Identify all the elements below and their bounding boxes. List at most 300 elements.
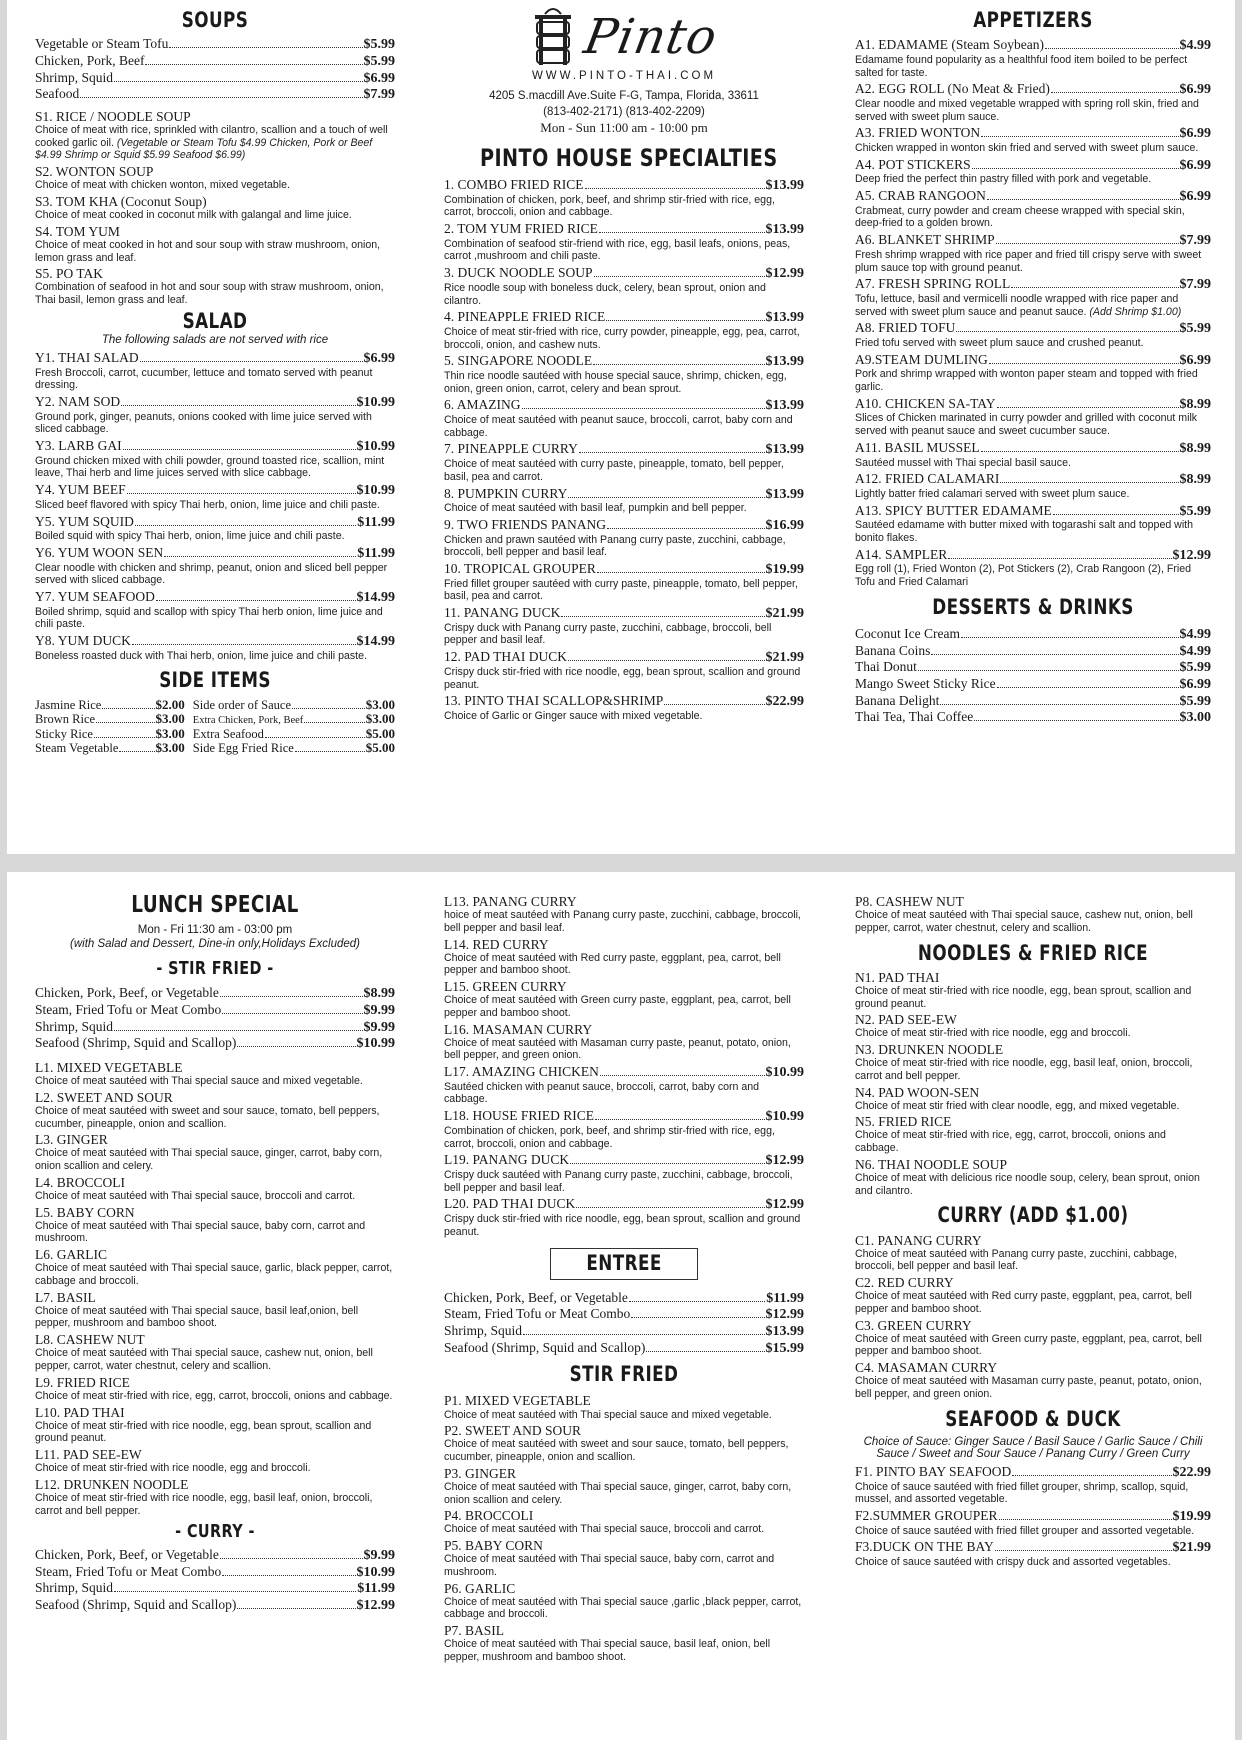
menu-item-description: Choice of meat stir-fried with rice, egg, carrot, broccoli, onions and cabbage. — [855, 1129, 1166, 1155]
menu-item-description: Choice of sauce sautéed with crispy duck and assorted vegetables. — [855, 1555, 1171, 1568]
menu-item — [855, 1360, 1211, 1401]
menu-item-description: Ground pork, ginger, peanuts, onions cooked with lime juice served with sliced cabbage. — [35, 410, 372, 436]
dot-leader — [956, 331, 1178, 332]
menu-item-header — [855, 1508, 1211, 1525]
menu-item-title: A2. EGG ROLL (No Meat & Fried) — [855, 81, 1050, 97]
menu-item-description: Choice of meat stir fried with clear noodle, egg, and mixed vegetable. — [855, 1099, 1180, 1112]
menu-item-title: P3. GINGER — [444, 1465, 517, 1481]
price-row-price: $6.99 — [363, 70, 395, 86]
hours-text: Mon - Sun 11:00 am - 10:00 pm — [540, 120, 708, 136]
dot-leader — [1045, 48, 1179, 49]
menu-item — [35, 164, 395, 192]
menu-item-description: Sliced beef flavored with spicy Thai herb, onion, lime juice and chili paste. — [35, 498, 380, 511]
dot-leader — [135, 525, 356, 526]
menu-item-title: A9.STEAM DUMLING — [855, 351, 988, 367]
side-items-left — [35, 698, 185, 756]
menu-item-header — [444, 221, 804, 238]
menu-item — [35, 1060, 395, 1088]
menu-item-description: Choice of meat sautéed with Thai special sauce, broccoli and carrot. — [444, 1523, 765, 1536]
menu-item-description: Choice of meat sautéed with Thai special sauce and mixed vegetable. — [444, 1408, 772, 1421]
menu-item-description: Boiled shrimp, squid and scallop with spicy Thai herb onion, lime juice and chili paste. — [35, 605, 383, 631]
price-row-name: Seafood (Shrimp, Squid and Scallop) — [35, 1596, 237, 1612]
menu-item-header — [855, 1275, 1211, 1290]
dot-leader — [629, 1301, 765, 1302]
dot-leader — [522, 408, 765, 409]
price-row-name: Mango Sweet Sticky Rice — [855, 675, 996, 691]
menu-item-title: L11. PAD SEE-EW — [35, 1447, 142, 1463]
menu-item-header — [35, 266, 395, 281]
dot-leader — [1012, 1475, 1171, 1476]
price-row-price: $5.00 — [365, 740, 395, 756]
menu-item-price: $10.99 — [765, 1065, 804, 1081]
menu-item-description: Choice of meat sautéed with peanut sauce, broccoli, carrot, baby corn and cabbage. — [444, 414, 793, 439]
menu-item-title: L17. AMAZING CHICKEN — [444, 1064, 599, 1080]
menu-item-header — [444, 1152, 804, 1169]
entree-price-row — [444, 1290, 804, 1307]
menu-item-price: $21.99 — [765, 650, 804, 666]
price-row-price: $12.99 — [356, 1597, 395, 1613]
menu-item-header — [35, 1332, 395, 1347]
menu-item-title: 7. PINEAPPLE CURRY — [444, 441, 578, 457]
website-text: WWW.PINTO-THAI.COM — [531, 70, 717, 82]
menu-item-header — [444, 265, 804, 282]
menu-item-description: Choice of meat sautéed with sweet and sour sauce, tomato, bell peppers, cucumber, pineapple, onion and scallion. — [35, 1104, 380, 1130]
menu-item-header — [35, 1205, 395, 1220]
menu-item — [35, 438, 395, 480]
side-items-right — [193, 698, 395, 756]
menu-item — [35, 1132, 395, 1173]
menu-item-title: A4. POT STICKERS — [855, 156, 971, 172]
menu-item-title: L14. RED CURRY — [444, 936, 549, 952]
lunch-curry-price-row — [35, 1580, 395, 1597]
menu-item-title: S5. PO TAK — [35, 266, 104, 282]
price-row-name: Side Egg Fried Rice — [192, 741, 294, 756]
menu-item — [35, 1247, 395, 1288]
menu-item-description: Choice of meat stir-fried with rice noodle, egg, bean sprout, scallion and ground peanut. — [855, 984, 1192, 1010]
menu-item — [35, 1332, 395, 1373]
dot-leader — [1000, 482, 1178, 483]
side-item-row — [193, 712, 395, 727]
menu-item — [444, 221, 804, 263]
menu-item — [444, 1152, 804, 1194]
menu-item-title: F1. PINTO BAY SEAFOOD — [855, 1463, 1012, 1479]
lunch-stir-price-row — [35, 1019, 395, 1036]
seafood-heading: SEAFOOD & DUCK — [945, 1406, 1121, 1431]
price-row-name: Brown Rice — [35, 712, 96, 727]
menu-item-price: $5.99 — [1179, 321, 1211, 337]
menu-item — [35, 194, 395, 222]
menu-item-title: A13. SPICY BUTTER EDAMAME — [855, 502, 1052, 518]
dot-leader — [1011, 287, 1178, 288]
menu-item-price: $8.99 — [1179, 440, 1211, 456]
noodles-curry-seafood-column — [855, 872, 1211, 1569]
menu-item-description: Choice of meat cooked in hot and sour soup with straw mushroom, onion, lemon grass and leaf. — [35, 238, 381, 264]
menu-item-header — [35, 1132, 395, 1147]
menu-item-title: 4. PINEAPPLE FRIED RICE — [444, 309, 606, 325]
lunch-curry-price-row — [35, 1547, 395, 1564]
noodles-item-list — [855, 970, 1211, 1198]
menu-item-description: Boneless roasted duck with Thai herb, onion, lime juice and chili paste. — [35, 649, 367, 662]
menu-item-title: C2. RED CURRY — [855, 1275, 954, 1291]
menu-item-title: S4. TOM YUM — [35, 223, 120, 239]
menu-item — [444, 517, 804, 559]
menu-item-price: $12.99 — [765, 1197, 804, 1213]
dot-leader — [1053, 514, 1179, 515]
menu-item-header — [35, 589, 395, 606]
menu-item-title: L15. GREEN CURRY — [444, 979, 567, 995]
dot-leader — [997, 687, 1179, 688]
menu-item-header — [855, 1114, 1211, 1129]
menu-item-title: Y1. THAI SALAD — [35, 349, 139, 365]
menu-item-header — [35, 1247, 395, 1262]
menu-item-title: P5. BABY CORN — [444, 1538, 543, 1554]
price-row-name: Seafood (Shrimp, Squid and Scallop) — [444, 1339, 646, 1355]
menu-item — [444, 1393, 804, 1421]
right-column — [855, 0, 1211, 726]
side-items-grid — [35, 698, 395, 756]
side-item-row — [35, 712, 185, 727]
dot-leader — [940, 704, 1178, 705]
dot-leader — [237, 1608, 355, 1609]
soup-price-row — [35, 86, 395, 103]
dot-leader — [995, 1550, 1172, 1551]
menu-item — [855, 440, 1211, 469]
dot-leader — [579, 452, 765, 453]
menu-item-description: Choice of Garlic or Ginger sauce with mixed vegetable. — [444, 709, 703, 722]
menu-item-header — [35, 109, 395, 124]
menu-item — [855, 157, 1211, 186]
menu-item-title: L8. CASHEW NUT — [35, 1332, 145, 1348]
price-row-price: $9.99 — [363, 1019, 395, 1035]
menu-item-description: Choice of meat sautéed with Green curry paste, eggplant, pea, carrot, bell pepper and bamboo shoot. — [444, 994, 791, 1019]
specialties-heading: PINTO HOUSE SPECIALTIES — [480, 144, 778, 173]
menu-item-header — [444, 1108, 804, 1125]
menu-item-title: 5. SINGAPORE NOODLE — [444, 353, 593, 369]
menu-item-description: Crabmeat, curry powder and cream cheese wrapped with special skin, deep-fried to a golden brown. — [855, 204, 1185, 230]
menu-item-title: L13. PANANG CURRY — [444, 894, 577, 909]
menu-item-description: Choice of meat sautéed with Masaman curry paste, peanut, potato, onion, bell pepper, and green onion. — [444, 1036, 791, 1062]
menu-item-header — [35, 438, 395, 455]
side-item-row — [35, 741, 185, 756]
menu-item — [855, 503, 1211, 545]
menu-item — [855, 232, 1211, 274]
dot-leader — [132, 644, 356, 645]
lunch-curry-price-row — [35, 1564, 395, 1581]
menu-item — [855, 1275, 1211, 1316]
dot-leader — [96, 722, 154, 723]
menu-item — [444, 177, 804, 219]
price-row-price: $4.99 — [1179, 626, 1211, 642]
menu-item-title: Y4. YUM BEEF — [35, 482, 126, 498]
menu-item-price: $6.99 — [1179, 157, 1211, 173]
entree-heading-wrap — [444, 1248, 804, 1279]
menu-item-description: Boiled squid with spicy Thai herb, onion, lime juice and chili paste. — [35, 530, 345, 543]
menu-item-header — [35, 482, 395, 499]
menu-item-header — [855, 396, 1211, 413]
menu-item — [444, 1538, 804, 1579]
price-row-price: $3.00 — [365, 696, 395, 712]
menu-item-price: $19.99 — [765, 561, 804, 577]
dot-leader — [585, 188, 765, 189]
dot-leader — [568, 497, 764, 498]
dot-leader — [102, 708, 154, 709]
menu-item — [855, 1157, 1211, 1198]
price-row-name: Extra Chicken, Pork, Beef — [192, 715, 304, 727]
menu-item-header — [35, 1447, 395, 1462]
menu-item-description: Choice of meat cooked in coconut milk with galangal and lime juice. — [35, 209, 352, 222]
lunch-hours: Mon - Fri 11:30 am - 03:00 pm — [137, 923, 293, 936]
menu-item-description: hoice of meat sautéed with Panang curry paste, zucchini, cabbage, broccoli, bell pepper and basil leaf. — [444, 909, 801, 934]
menu-item — [35, 109, 395, 162]
menu-item-title: C1. PANANG CURRY — [855, 1232, 982, 1248]
menu-item-header — [444, 979, 804, 994]
menu-item-description: Rice noodle soup with boneless duck, celery, bean sprout, onion and cilantro. — [444, 281, 766, 307]
menu-item — [35, 633, 395, 662]
price-row-name: Chicken, Pork, Beef, or Vegetable — [444, 1289, 628, 1305]
menu-item-header — [35, 224, 395, 239]
menu-item-description: Chicken and prawn sautéed with Panang curry paste, zucchini, cabbage, broccoli, bell pepper and basil leaf. — [444, 533, 786, 559]
menu-item-description: Sautéed chicken with peanut sauce, broccoli, carrot, baby corn and cabbage. — [444, 1080, 760, 1106]
menu-item-price: $10.99 — [765, 1109, 804, 1125]
dot-leader — [114, 1030, 362, 1031]
price-row-name: Steam, Fried Tofu or Meat Combo — [35, 1001, 222, 1017]
lunch-stir-price-row — [35, 1035, 395, 1052]
menu-item-description: Clear noodle and mixed vegetable wrapped with spring roll skin, fried and served with sweet plum sauce. — [855, 97, 1199, 123]
menu-item — [855, 320, 1211, 349]
menu-item-header — [855, 970, 1211, 985]
menu-item-title: A12. FRIED CALAMARI — [855, 471, 1000, 487]
soups-heading: SOUPS — [181, 8, 249, 32]
menu-item-title: P4. BROCCOLI — [444, 1508, 534, 1524]
menu-item-description: Choice of meat sautéed with Thai special sauce, cashew nut, onion, bell pepper, carrot, water chestnut, celery and scallion. — [35, 1347, 373, 1372]
lunch-note: (with Salad and Dessert, Dine-in only,Holidays Excluded) — [70, 937, 360, 950]
menu-item — [35, 1205, 395, 1246]
menu-item-title: L18. HOUSE FRIED RICE — [444, 1108, 595, 1124]
menu-item-title: P1. MIXED VEGETABLE — [444, 1393, 591, 1409]
menu-item-price: $13.99 — [765, 486, 804, 502]
menu-item-price: $6.99 — [1179, 352, 1211, 368]
menu-item — [855, 81, 1211, 123]
menu-item-header — [855, 81, 1211, 98]
menu-item-description: Sautéed mussel with Thai special basil sauce. — [855, 456, 1071, 469]
menu-item-description: Chicken wrapped in wonton skin fried and served with sweet plum sauce. — [855, 142, 1199, 155]
side-items-heading: SIDE ITEMS — [159, 668, 271, 693]
menu-item-title: 2. TOM YUM FRIED RICE — [444, 221, 598, 237]
price-row-name: Shrimp, Squid — [35, 69, 114, 85]
menu-item-price: $14.99 — [356, 634, 395, 650]
price-row-name: Chicken, Pork, Beef, or Vegetable — [35, 1546, 219, 1562]
menu-item-price: $6.99 — [1179, 126, 1211, 142]
side-item-row — [35, 698, 185, 713]
menu-item-header — [35, 514, 395, 531]
menu-item-title: L16. MASAMAN CURRY — [444, 1021, 593, 1037]
menu-item-description: Combination of chicken, pork, beef, and shrimp stir-fried with rice, egg, carrot, broccoli, onion and cabbage. — [444, 1124, 775, 1150]
menu-item-header — [35, 164, 395, 179]
dot-leader — [948, 558, 1171, 559]
price-row-price: $5.99 — [363, 37, 395, 53]
menu-item-header — [444, 649, 804, 666]
menu-item-title: N3. DRUNKEN NOODLE — [855, 1042, 1004, 1058]
menu-item-price: $12.99 — [1172, 547, 1211, 563]
menu-item-title: 8. PUMPKIN CURRY — [444, 485, 568, 501]
dot-leader — [114, 1591, 356, 1592]
price-row-price: $4.99 — [1179, 643, 1211, 659]
menu-item — [35, 350, 395, 392]
dot-leader — [127, 493, 356, 494]
menu-item-title: A1. EDAMAME (Steam Soybean) — [855, 37, 1044, 53]
price-row-price: $5.00 — [365, 725, 395, 741]
menu-item-title: A10. CHICKEN SA-TAY — [855, 395, 996, 411]
price-row-price: $10.99 — [356, 1564, 395, 1580]
lunch-curry-entree-column — [444, 872, 804, 1664]
menu-item-header — [444, 486, 804, 503]
dot-leader — [570, 1163, 764, 1164]
dot-leader — [664, 704, 764, 705]
menu-item-description: Choice of meat sautéed with Red curry paste, eggplant, pea, carrot, bell pepper and bamboo shoot. — [444, 951, 781, 977]
dot-leader — [222, 1575, 355, 1576]
menu-item — [855, 37, 1211, 79]
menu-item-price: $10.99 — [356, 483, 395, 499]
side-item-row — [193, 698, 395, 713]
menu-item-description: Choice of meat with delicious rice noodle soup, celery, bean sprout, onion and cilantro. — [855, 1171, 1200, 1197]
menu-item-title: F3.DUCK ON THE BAY — [855, 1539, 994, 1555]
menu-item-header — [35, 1060, 395, 1075]
lunch-item-list — [35, 1060, 395, 1517]
menu-item — [444, 1108, 804, 1150]
soup-price-row — [35, 53, 395, 70]
menu-item-header — [444, 1064, 804, 1081]
price-row-price: $12.99 — [765, 1307, 804, 1323]
price-row-name: Vegetable or Steam Tofu — [35, 36, 169, 52]
menu-item-price: $8.99 — [1179, 472, 1211, 488]
menu-item-description: Combination of chicken, pork, beef, and shrimp stir-fried with rice, egg, carrot, broccoli, onion and cabbage. — [444, 193, 775, 219]
menu-item-price: $6.99 — [363, 350, 395, 366]
price-row-name: Banana Coins — [855, 642, 931, 658]
curry-heading: CURRY (ADD $1.00) — [937, 1203, 1129, 1228]
lunch-heading: LUNCH SPECIAL — [131, 892, 299, 918]
menu-item — [444, 1508, 804, 1536]
lunch-column — [35, 872, 395, 1614]
menu-item-description: Crispy duck with Panang curry paste, zucchini, cabbage, broccoli, bell pepper and basil leaf. — [444, 621, 772, 647]
menu-item-header — [855, 1157, 1211, 1172]
dot-leader — [114, 81, 362, 82]
menu-item-header — [444, 894, 804, 909]
menu-item-header — [855, 1539, 1211, 1556]
specialties-item-list — [444, 177, 804, 723]
lunch-curry-price-list — [35, 1547, 395, 1614]
side-item-row — [193, 741, 395, 756]
price-row-name: Side order of Sauce — [192, 697, 292, 712]
menu-item-title: A6. BLANKET SHRIMP — [855, 232, 995, 248]
appetizers-item-list — [855, 37, 1211, 589]
menu-item-description: Choice of meat sautéed with Thai special sauce, baby corn, carrot and mushroom. — [444, 1553, 775, 1578]
menu-item-title: L7. BASIL — [35, 1289, 96, 1305]
price-row-name: Steam, Fried Tofu or Meat Combo — [444, 1306, 631, 1322]
menu-item-header — [855, 232, 1211, 249]
price-row-name: Seafood (Shrimp, Squid and Scallop) — [35, 1035, 237, 1051]
menu-item-title: A3. FRIED WONTON — [855, 125, 981, 141]
entree-price-list — [444, 1290, 804, 1357]
menu-item-description: Pork and shrimp wrapped with wonton paper steam and topped with fried garlic. — [855, 368, 1198, 394]
dot-leader — [140, 361, 363, 362]
price-row-price: $3.00 — [1179, 710, 1211, 726]
dot-leader — [568, 660, 764, 661]
brand-name: Pinto — [580, 9, 722, 65]
dot-leader — [931, 654, 1178, 655]
menu-item-price: $8.99 — [1179, 396, 1211, 412]
menu-item-title: S1. RICE / NOODLE SOUP — [35, 108, 191, 124]
lunch-stir-price-row — [35, 985, 395, 1002]
menu-item — [855, 1114, 1211, 1155]
menu-item-description: Crispy duck stir-fried with rice noodle, egg, bean sprout, scallion and ground peanut. — [444, 1212, 801, 1238]
price-row-name: Shrimp, Squid — [35, 1018, 114, 1034]
menu-item-title: L6. GARLIC — [35, 1247, 107, 1263]
salad-note: The following salads are not served with rice — [101, 333, 329, 346]
menu-item — [444, 265, 804, 307]
menu-item-price: $4.99 — [1179, 38, 1211, 54]
dessert-row — [855, 676, 1211, 693]
menu-item — [855, 1085, 1211, 1113]
menu-item-price: $12.99 — [765, 1153, 804, 1169]
menu-item-description: Choice of meat sautéed with Green curry paste, eggplant, pea, carrot, bell pepper and bamboo shoot. — [855, 1332, 1202, 1358]
menu-item — [444, 1581, 804, 1622]
menu-item — [444, 561, 804, 603]
menu-item-header — [444, 441, 804, 458]
menu-item-title: L19. PANANG DUCK — [444, 1152, 570, 1168]
menu-item-header — [444, 1423, 804, 1438]
price-row-name: Steam Vegetable — [35, 741, 119, 756]
menu-item — [35, 1090, 395, 1131]
menu-item-title: Y2. NAM SOD — [35, 394, 121, 410]
dot-leader — [94, 737, 155, 738]
dot-leader — [292, 708, 365, 709]
menu-item-header — [35, 1090, 395, 1105]
lunch-stir-price-list — [35, 985, 395, 1052]
menu-item — [855, 1464, 1211, 1506]
menu-item-description: Combination of seafood stir-friend with rice, egg, basil leafs, onions, peas, carrot ,mushroom and chili paste. — [444, 237, 791, 263]
menu-item — [35, 266, 395, 307]
menu-item-header — [444, 1508, 804, 1523]
menu-item-price: $13.99 — [765, 222, 804, 238]
middle-column — [444, 0, 804, 723]
dot-leader — [646, 1351, 764, 1352]
menu-item-description: Lightly batter fried calamari served with sweet plum sauce. — [855, 487, 1130, 500]
menu-item-description: Choice of meat sautéed with Thai special sauce and mixed vegetable. — [35, 1075, 363, 1088]
menu-item-title: L1. MIXED VEGETABLE — [35, 1059, 183, 1075]
menu-item-price: $22.99 — [765, 694, 804, 710]
menu-item-header — [444, 517, 804, 534]
menu-item — [35, 1447, 395, 1475]
menu-item-price: $5.99 — [1179, 503, 1211, 519]
menu-item-title: C3. GREEN CURRY — [855, 1317, 972, 1333]
dot-leader — [972, 168, 1179, 169]
menu-item-title: A8. FRIED TOFU — [855, 320, 956, 336]
price-row-price: $5.99 — [1179, 660, 1211, 676]
menu-item-description: Choice of meat sautéed with Thai special sauce, broccoli and carrot. — [35, 1189, 356, 1202]
menu-item-description: Choice of meat sautéed with Thai special sauce, basil leaf,onion, bell pepper, mushroom and bamboo shoot. — [35, 1304, 359, 1330]
menu-item-price: $13.99 — [765, 177, 804, 193]
menu-item-description: Sautéed edamame with butter mixed with togarashi salt and topped with bonito flakes. — [855, 519, 1194, 544]
menu-item-description: Deep fried the perfect thin pastry filled with pork and vegetable. — [855, 173, 1152, 186]
menu-item-price: $11.99 — [357, 514, 395, 530]
price-row-price: $11.99 — [357, 1581, 395, 1597]
dot-leader — [119, 751, 154, 752]
dot-leader — [595, 1119, 764, 1120]
dessert-row — [855, 659, 1211, 676]
menu-item-header — [855, 471, 1211, 488]
menu-item-description: Choice of meat sautéed with Thai special sauce, ginger, carrot, baby corn, onion scallion and celery. — [444, 1480, 792, 1506]
menu-item-header — [35, 350, 395, 367]
